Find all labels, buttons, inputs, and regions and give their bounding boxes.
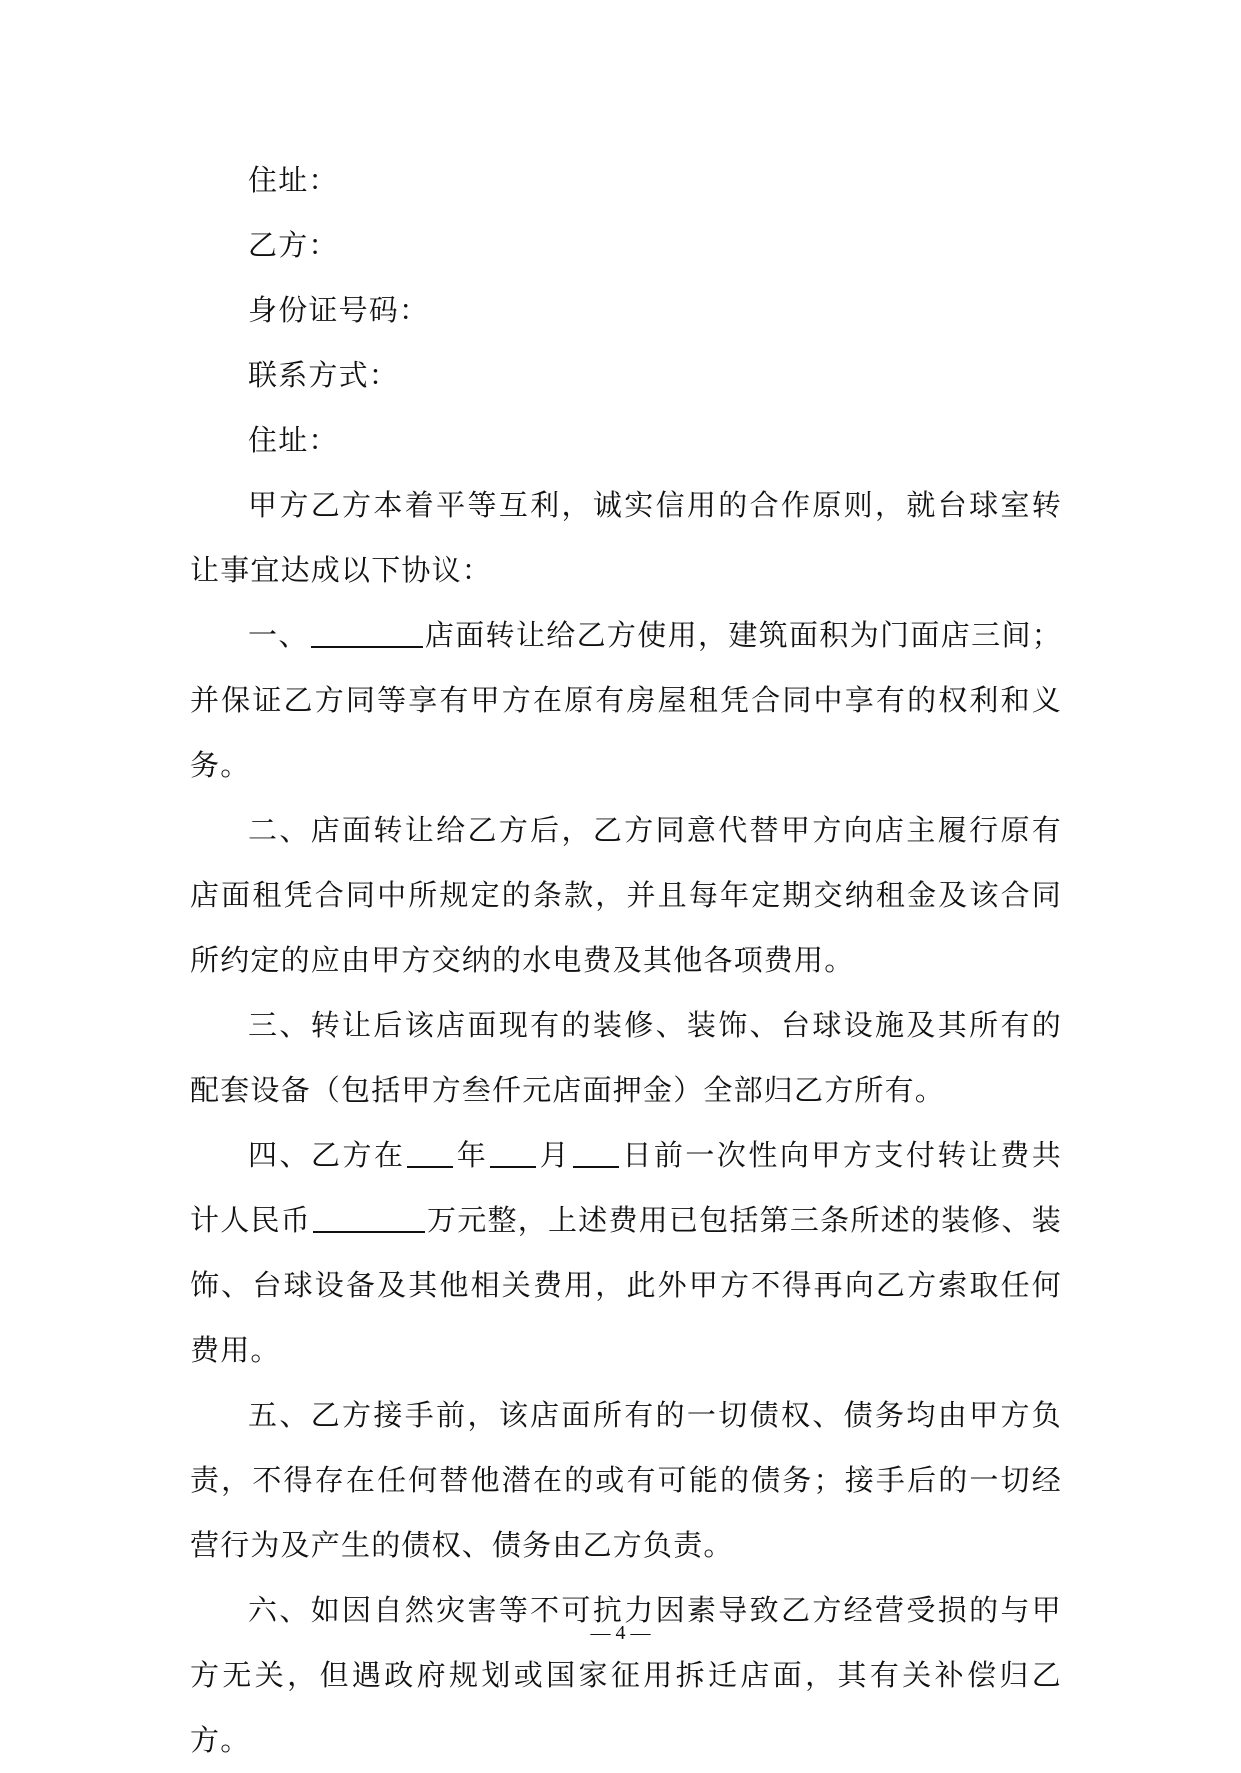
clause-4-prefix: 四、乙方在 xyxy=(248,1138,406,1172)
clause-4-text: 万元整，上述费用已包括第三条所述的装修、装饰、台球设备及其他相关费用，此外甲方不得再向乙方索取任何费用。 xyxy=(190,1203,1062,1367)
clause-5: 五、乙方接手前，该店面所有的一切债权、债务均由甲方负责，不得存在任何替他潜在的或有可能的债务；接手后的一切经营行为及产生的债权、债务由乙方负责。 xyxy=(190,1398,1062,1562)
clause-2: 二、店面转让给乙方后，乙方同意代替甲方向店主履行原有店面租凭合同中所规定的条款，并且每年定期交纳租金及该合同所约定的应由甲方交纳的水电费及其他各项费用。 xyxy=(190,813,1062,977)
amount-blank xyxy=(313,1201,425,1233)
party-b-id-number: 身份证号码： xyxy=(248,293,430,327)
year-label: 年 xyxy=(455,1138,489,1172)
party-a-address: 住址： xyxy=(248,163,339,197)
page-number: — 4 — xyxy=(590,1622,651,1644)
party-b-address: 住址： xyxy=(248,423,339,457)
clause-1-prefix: 一、 xyxy=(248,618,309,652)
document-body xyxy=(190,148,1062,1773)
clause-6: 六、如因自然灾害等不可抗力因素导致乙方经营受损的与甲方无关，但遇政府规划或国家征用拆迁店面，其有关补偿归乙方。 xyxy=(190,1593,1062,1757)
clause-1-text: 店面转让给乙方使用，建筑面积为门面店三间；并保证乙方同等享有甲方在原有房屋租凭合同中享有的权利和义务。 xyxy=(190,618,1062,782)
clause-1 xyxy=(190,603,1062,798)
clause-3: 三、转让后该店面现有的装修、装饰、台球设施及其所有的配套设备（包括甲方叁仟元店面押金）全部归乙方所有。 xyxy=(190,1008,1062,1107)
month-label: 月 xyxy=(538,1138,572,1172)
party-b-label: 乙方： xyxy=(248,228,339,262)
year-blank xyxy=(407,1136,453,1168)
clause-4 xyxy=(190,1123,1062,1383)
intro-paragraph: 甲方乙方本着平等互利，诚实信用的合作原则，就台球室转让事宜达成以下协议： xyxy=(190,488,1062,587)
party-b-contact: 联系方式： xyxy=(248,358,400,392)
shop-name-blank xyxy=(311,616,423,648)
day-blank xyxy=(573,1136,619,1168)
month-blank xyxy=(490,1136,536,1168)
clause-4-day-text: 日前一次性向甲方支付转让费共计人民币 xyxy=(190,1138,1062,1237)
